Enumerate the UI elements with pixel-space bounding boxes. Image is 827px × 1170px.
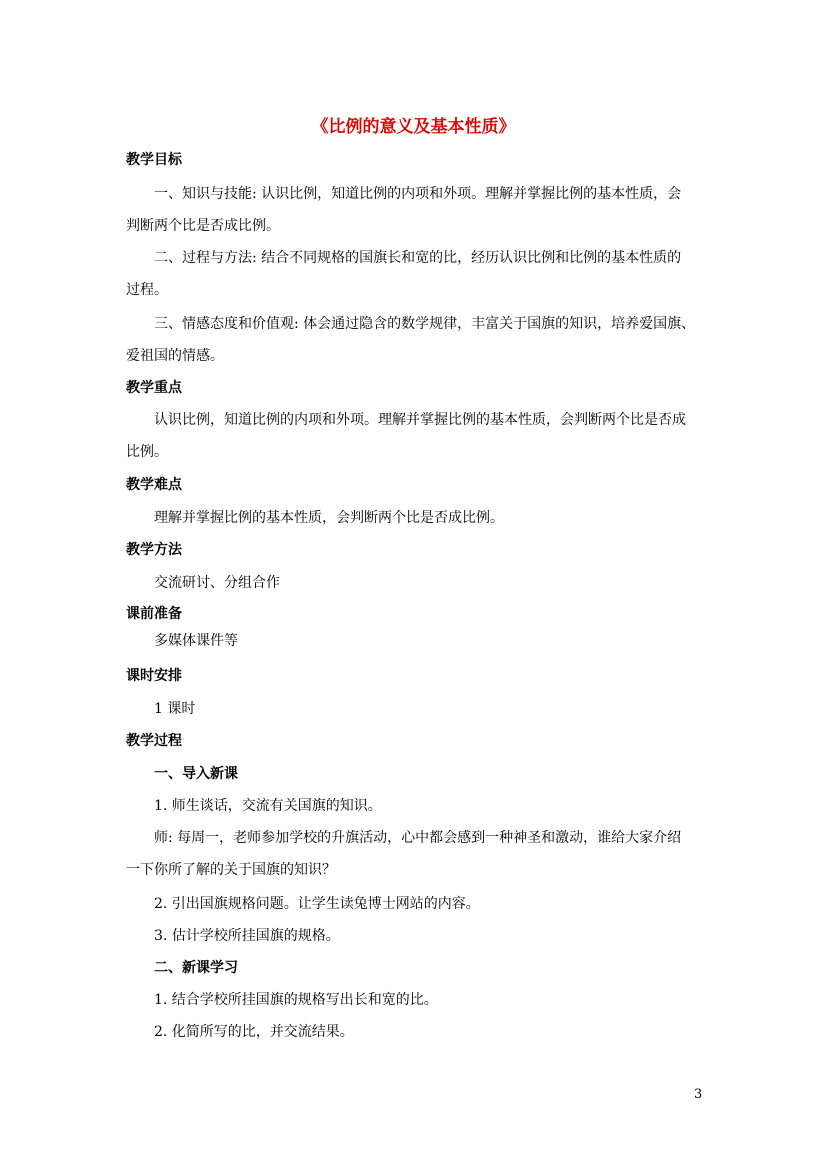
- goal-attitude-line1: 三、情感态度和价值观: 体会通过隐含的数学规律，丰富关于国旗的知识，培养爱国旗、: [154, 316, 696, 332]
- intro-teacher-line2: 一下你所了解的关于国旗的知识？: [126, 862, 336, 878]
- key-points-line2: 比例。: [126, 444, 168, 460]
- new-lesson-item-1: 1. 结合学校所挂国旗的规格写出长和宽的比。: [154, 992, 438, 1008]
- heading-key-points: 教学重点: [126, 380, 182, 396]
- heading-process: 教学过程: [126, 733, 182, 749]
- goal-knowledge-line1: 一、知识与技能: 认识比例，知道比例的内项和外项。理解并掌握比例的基本性质，会: [154, 186, 682, 202]
- goal-knowledge-line2: 判断两个比是否成比例。: [126, 218, 280, 234]
- heading-methods: 教学方法: [126, 542, 182, 558]
- section-intro-heading: 一、导入新课: [154, 766, 238, 782]
- heading-difficulties: 教学难点: [126, 477, 182, 493]
- page-number: 3: [694, 1087, 703, 1102]
- goal-process-line1: 二、过程与方法: 结合不同规格的国旗长和宽的比，经历认识比例和比例的基本性质的: [154, 250, 682, 266]
- preparation-text: 多媒体课件等: [154, 633, 238, 649]
- schedule-text: 1 课时: [154, 701, 196, 717]
- intro-teacher-line1: 师: 每周一，老师参加学校的升旗活动，心中都会感到一种神圣和激动，谁给大家介绍: [154, 830, 682, 846]
- methods-text: 交流研讨、分组合作: [154, 575, 280, 591]
- goal-attitude-line2: 爱祖国的情感。: [126, 348, 224, 364]
- heading-teaching-goals: 教学目标: [126, 152, 182, 168]
- intro-item-3: 3. 估计学校所挂国旗的规格。: [154, 928, 340, 944]
- heading-schedule: 课时安排: [126, 668, 182, 684]
- difficulties-text: 理解并掌握比例的基本性质，会判断两个比是否成比例。: [154, 510, 504, 526]
- section-new-lesson-heading: 二、新课学习: [154, 960, 238, 976]
- document-title: 《比例的意义及基本性质》: [311, 117, 516, 137]
- heading-preparation: 课前准备: [126, 606, 182, 622]
- goal-process-line2: 过程。: [126, 282, 168, 298]
- intro-item-2: 2. 引出国旗规格问题。让学生读兔博士网站的内容。: [154, 896, 480, 912]
- key-points-line1: 认识比例，知道比例的内项和外项。理解并掌握比例的基本性质，会判断两个比是否成: [154, 412, 686, 428]
- intro-item-1: 1. 师生谈话，交流有关国旗的知识。: [154, 798, 382, 814]
- new-lesson-item-2: 2. 化简所写的比，并交流结果。: [154, 1024, 354, 1040]
